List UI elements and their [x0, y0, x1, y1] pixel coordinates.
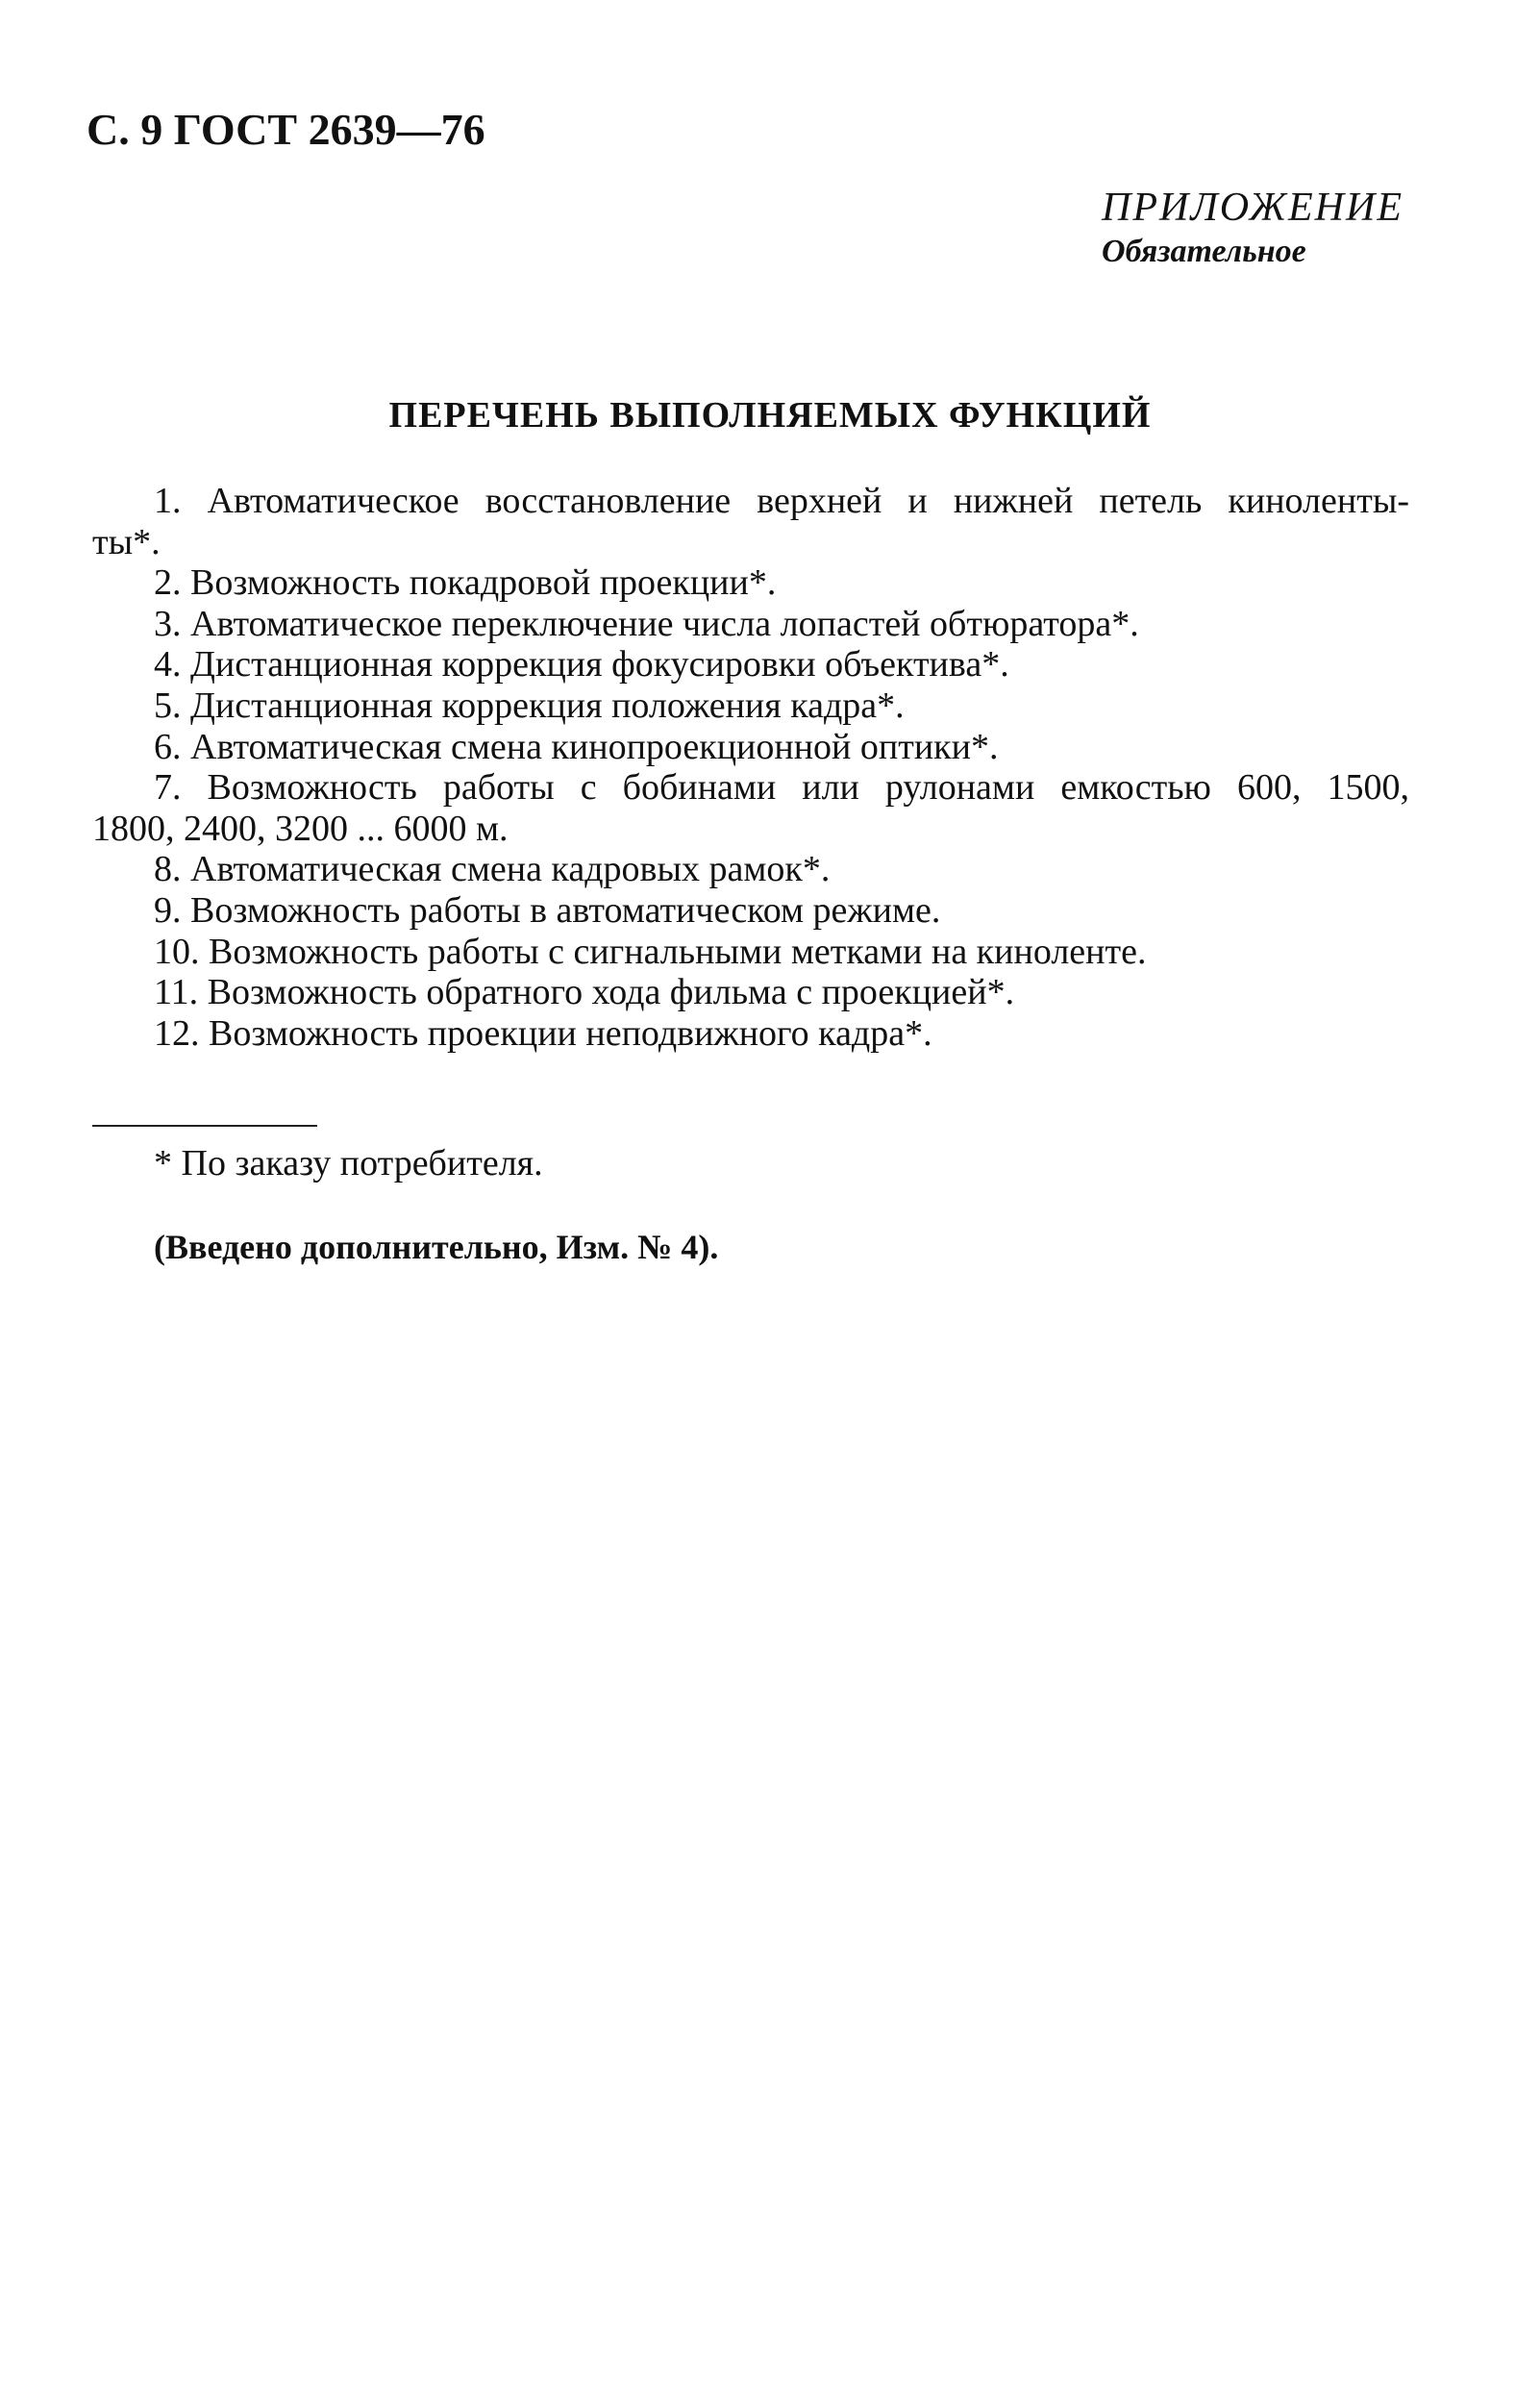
- list-item: [92, 972, 1409, 1013]
- item-number: 5.: [154, 685, 182, 726]
- item-number: 8.: [154, 849, 182, 890]
- list-item: [92, 727, 1409, 768]
- item-number: 12.: [154, 1012, 200, 1054]
- item-text: Автоматическая смена кинопроекционной оптики*.: [190, 726, 999, 767]
- item-number: 1.: [154, 481, 182, 521]
- annex-title: ПРИЛОЖЕНИЕ: [1102, 186, 1403, 230]
- item-text-continuation: ты*.: [92, 521, 161, 562]
- page-header: С. 9 ГОСТ 2639—76: [87, 105, 485, 154]
- item-number: 2.: [154, 562, 182, 604]
- list-item: [92, 644, 1409, 685]
- item-text-continuation: 1800, 2400, 3200 ... 6000 м.: [92, 808, 509, 849]
- item-text: Возможность обратного хода фильма с проекцией*.: [207, 972, 1015, 1013]
- item-number: 10.: [154, 931, 200, 972]
- list-item: [92, 604, 1409, 645]
- function-list: [92, 481, 1409, 1054]
- item-text: Возможность работы в автоматическом режиме.: [190, 889, 941, 931]
- list-item: [92, 481, 1409, 562]
- document-title: ПЕРЕЧЕНЬ ВЫПОЛНЯЕМЫХ ФУНКЦИЙ: [388, 395, 1152, 436]
- annex-block: [1102, 185, 1403, 273]
- item-text: Возможность работы с бобинами или рулонами емкостью 600, 1500,: [207, 767, 1409, 809]
- item-number: 6.: [154, 726, 182, 767]
- list-item: [92, 890, 1409, 932]
- item-text: Дистанционная коррекция фокусировки объектива*.: [190, 644, 1009, 685]
- list-item: [92, 767, 1409, 849]
- item-number: 9.: [154, 889, 182, 931]
- amendment-note: (Введено дополнительно, Изм. № 4).: [154, 1228, 719, 1266]
- item-number: 11.: [154, 972, 199, 1013]
- list-item: [92, 1013, 1409, 1055]
- item-text: Возможность покадровой проекции*.: [190, 562, 777, 604]
- list-item: [92, 562, 1409, 604]
- item-text: Автоматическое переключение числа лопастей обтюратора*.: [190, 603, 1139, 644]
- item-text: Возможность проекции неподвижного кадра*.: [209, 1012, 932, 1054]
- list-item: [92, 849, 1409, 890]
- item-number: 7.: [154, 767, 182, 809]
- item-text: Автоматическая смена кадровых рамок*.: [190, 849, 831, 890]
- list-item: [92, 685, 1409, 727]
- item-number: 4.: [154, 644, 182, 685]
- item-text: Возможность работы с сигнальными метками на киноленте.: [209, 931, 1147, 972]
- item-text: Дистанционная коррекция положения кадра*.: [190, 685, 905, 726]
- list-item: [92, 932, 1409, 973]
- annex-subtitle: Обязательное: [1102, 234, 1306, 269]
- footnote-divider: [92, 1125, 317, 1127]
- item-text: Автоматическое восстановление верхней и нижней петель киноленты-: [207, 481, 1410, 521]
- footnote: * По заказу потребителя.: [154, 1143, 543, 1184]
- item-number: 3.: [154, 603, 182, 644]
